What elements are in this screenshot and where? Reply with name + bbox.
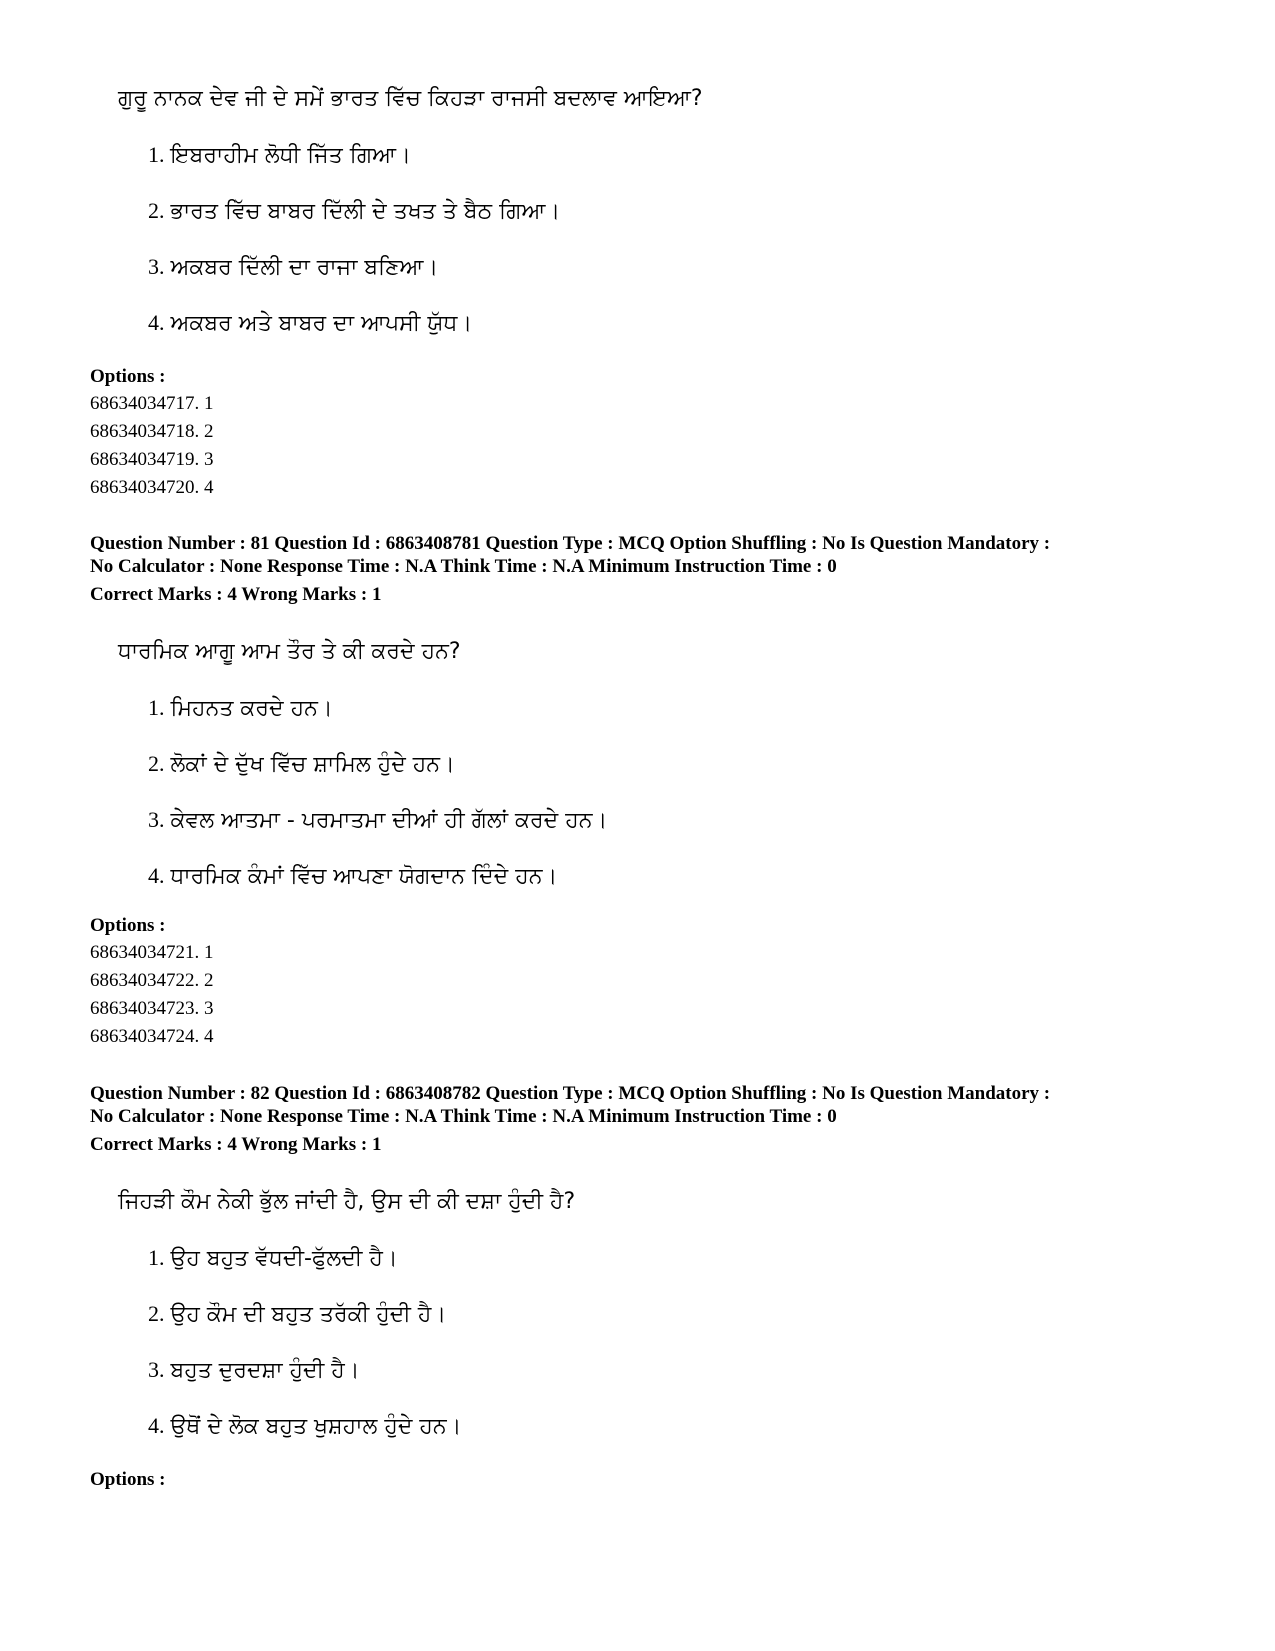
question-stem: ਧਾਰਮਿਕ ਆਗੂ ਆਮ ਤੌਰ ਤੇ ਕੀ ਕਰਦੇ ਹਨ?	[118, 639, 461, 664]
choice-4	[148, 1411, 462, 1442]
choice-text: ਮਿਹਨਤ ਕਰਦੇ ਹਨ।	[170, 696, 333, 721]
option-id-line: 68634034719. 3	[90, 449, 214, 470]
choice-number: 2.	[148, 198, 165, 223]
choice-text: ਅਕਬਰ ਦਿੱਲੀ ਦਾ ਰਾਜਾ ਬਣਿਆ।	[170, 255, 439, 280]
choice-text: ਲੋਕਾਂ ਦੇ ਦੁੱਖ ਵਿੱਚ ਸ਼ਾਮਿਲ ਹੁੰਦੇ ਹਨ।	[170, 752, 455, 777]
choice-1	[148, 140, 411, 171]
choice-number: 1.	[148, 142, 165, 167]
choice-text: ਬਹੁਤ ਦੁਰਦਸ਼ਾ ਹੁੰਦੀ ਹੈ।	[170, 1358, 360, 1383]
question-marks: Correct Marks : 4 Wrong Marks : 1	[90, 584, 382, 605]
choice-number: 4.	[148, 310, 165, 335]
choice-text: ਕੇਵਲ ਆਤਮਾ - ਪਰਮਾਤਮਾ ਦੀਆਂ ਹੀ ਗੱਲਾਂ ਕਰਦੇ ਹਨ।	[170, 808, 608, 833]
choice-text: ਧਾਰਮਿਕ ਕੰਮਾਂ ਵਿੱਚ ਆਪਣਾ ਯੋਗਦਾਨ ਦਿੰਦੇ ਹਨ।	[170, 864, 558, 889]
question-meta-line: No Calculator : None Response Time : N.A Think Time : N.A Minimum Instruction Time : 0	[90, 1106, 837, 1127]
question-stem: ਗੁਰੂ ਨਾਨਕ ਦੇਵ ਜੀ ਦੇ ਸਮੇਂ ਭਾਰਤ ਵਿੱਚ ਕਿਹੜਾ ਰਾਜਸੀ ਬਦਲਾਵ ਆਇਆ?	[118, 86, 703, 111]
options-heading: Options :	[90, 1469, 166, 1490]
option-id-line: 68634034718. 2	[90, 421, 214, 442]
choice-3	[148, 1355, 360, 1386]
choice-text: ਉਹ ਕੌਮ ਦੀ ਬਹੁਤ ਤਰੱਕੀ ਹੁੰਦੀ ਹੈ।	[170, 1302, 447, 1327]
choice-2	[148, 749, 455, 780]
question-stem: ਜਿਹੜੀ ਕੌਮ ਨੇਕੀ ਭੁੱਲ ਜਾਂਦੀ ਹੈ, ਉਸ ਦੀ ਕੀ ਦਸ਼ਾ ਹੁੰਦੀ ਹੈ?	[118, 1189, 576, 1214]
option-id-line: 68634034724. 4	[90, 1026, 214, 1047]
choice-1	[148, 693, 333, 724]
options-heading: Options :	[90, 366, 166, 387]
option-id-line: 68634034717. 1	[90, 393, 214, 414]
option-id-line: 68634034723. 3	[90, 998, 214, 1019]
choice-number: 1.	[148, 1245, 165, 1270]
choice-number: 1.	[148, 695, 165, 720]
choice-2	[148, 196, 560, 227]
choice-number: 4.	[148, 1413, 165, 1438]
question-meta-line: Question Number : 81 Question Id : 6863408781 Question Type : MCQ Option Shuffling : No Is Question Mandatory :	[90, 533, 1051, 554]
choice-text: ਉਥੋਂ ਦੇ ਲੋਕ ਬਹੁਤ ਖੁਸ਼ਹਾਲ ਹੁੰਦੇ ਹਨ।	[170, 1414, 462, 1439]
choice-number: 2.	[148, 1301, 165, 1326]
choice-4	[148, 308, 472, 339]
choice-number: 2.	[148, 751, 165, 776]
choice-number: 3.	[148, 807, 165, 832]
choice-number: 3.	[148, 254, 165, 279]
choice-text: ਭਾਰਤ ਵਿੱਚ ਬਾਬਰ ਦਿੱਲੀ ਦੇ ਤਖਤ ਤੇ ਬੈਠ ਗਿਆ।	[170, 199, 561, 224]
choice-2	[148, 1299, 446, 1330]
choice-text: ਉਹ ਬਹੁਤ ਵੱਧਦੀ-ਫੁੱਲਦੀ ਹੈ।	[170, 1246, 398, 1271]
options-heading: Options :	[90, 915, 166, 936]
choice-text: ਅਕਬਰ ਅਤੇ ਬਾਬਰ ਦਾ ਆਪਸੀ ਯੁੱਧ।	[170, 311, 473, 336]
option-id-line: 68634034720. 4	[90, 477, 214, 498]
option-id-line: 68634034722. 2	[90, 970, 214, 991]
choice-1	[148, 1243, 398, 1274]
choice-number: 3.	[148, 1357, 165, 1382]
option-id-line: 68634034721. 1	[90, 942, 214, 963]
choice-number: 4.	[148, 863, 165, 888]
choice-4	[148, 861, 557, 892]
question-meta-line: No Calculator : None Response Time : N.A Think Time : N.A Minimum Instruction Time : 0	[90, 556, 837, 577]
choice-3	[148, 805, 607, 836]
choice-text: ਇਬਰਾਹੀਮ ਲੋਧੀ ਜਿੱਤ ਗਿਆ।	[170, 143, 411, 168]
question-meta-line: Question Number : 82 Question Id : 6863408782 Question Type : MCQ Option Shuffling : No Is Question Mandatory :	[90, 1083, 1051, 1104]
choice-3	[148, 252, 438, 283]
question-marks: Correct Marks : 4 Wrong Marks : 1	[90, 1134, 382, 1155]
